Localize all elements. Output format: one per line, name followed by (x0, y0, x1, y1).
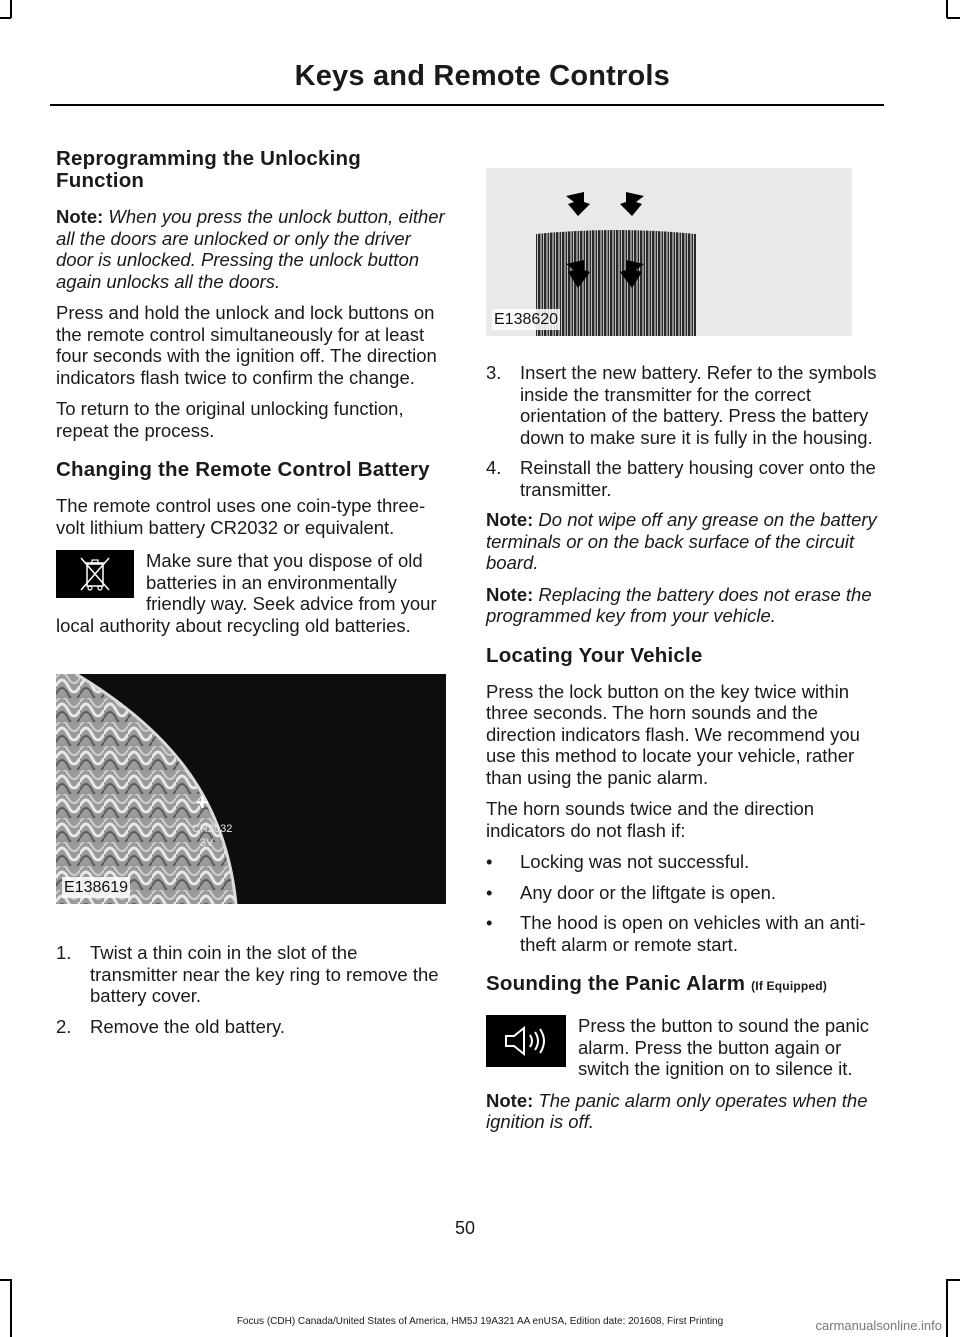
note-paragraph (486, 1090, 878, 1133)
body-paragraph: The horn sounds twice and the direction indicators do not flash if: (486, 798, 815, 841)
dispose-block (56, 550, 448, 636)
bullet: • (486, 912, 493, 933)
bullet-text: Locking was not successful. (520, 851, 750, 872)
body-paragraph: To return to the original unlocking function, repeat the process. (56, 398, 404, 441)
crop-mark (10, 0, 12, 18)
note-text: Replacing the battery does not erase the programmed key from your vehicle. (486, 583, 872, 626)
step-number: 4. (486, 457, 502, 478)
body-paragraph: Make sure that you dispose of old batteries in an environmentally friendly way. Seek advice from your local authority about recycling old batteries. (56, 550, 437, 636)
note-text: When you press the unlock button, either all the doors are unlocked or only the driver door is unlocked. Pressing the unlock button again unlocks all the doors. (56, 206, 445, 292)
body-paragraph: Press and hold the unlock and lock buttons on the remote control simultaneously for at least four seconds with the ignition off. The direction indicators flash twice to confirm the change. (56, 302, 437, 388)
note-paragraph (486, 509, 878, 574)
battery-model-label: CR2032 (192, 823, 233, 835)
section-heading-locating: Locating Your Vehicle (486, 643, 703, 667)
list-item (486, 457, 878, 500)
crop-mark (947, 17, 960, 19)
battery-voltage-label: 3V (200, 837, 214, 849)
step-number: 1. (56, 942, 72, 963)
body-paragraph: The remote control uses one coin-type three-volt lithium battery CR2032 or equivalent. (56, 495, 426, 538)
step-text: Insert the new battery. Refer to the symbols inside the transmitter for the correct orientation of the battery. Press the battery down to make sure it is fully in the housing. (520, 362, 877, 448)
steps-list (56, 942, 448, 1037)
body-paragraph: Press the lock button on the key twice within three seconds. The horn sounds and the direction indicators flash. We recommend you use this method to locate your vehicle, rather than using the panic alarm. (486, 680, 860, 788)
body-paragraph: Press the button to sound the panic alarm. Press the button again or switch the ignition on to silence it. (578, 1015, 870, 1079)
left-column (56, 130, 448, 1046)
crop-mark (946, 1279, 948, 1337)
step-number: 2. (56, 1015, 72, 1037)
panic-heading-text: Sounding the Panic Alarm (486, 972, 746, 995)
crop-mark (947, 1279, 960, 1281)
section-heading-battery: Changing the Remote Control Battery (56, 458, 430, 481)
step-text: Remove the old battery. (90, 1015, 286, 1037)
bullet: • (486, 881, 493, 903)
page-number: 50 (454, 1218, 476, 1238)
svg-text:+: + (196, 790, 209, 815)
header-divider (50, 104, 884, 106)
note-paragraph (486, 584, 878, 627)
figure-label: E138620 (492, 309, 560, 331)
horn-speaker-icon (486, 1015, 566, 1067)
step-number: 3. (486, 362, 502, 383)
bullet-text: Any door or the liftgate is open. (520, 881, 777, 903)
figure-label: E138619 (62, 877, 130, 899)
crop-mark (946, 0, 948, 18)
section-heading-panic (486, 973, 878, 997)
footer-edition-info: Focus (CDH) Canada/United States of America, HM5J 19A321 AA enUSA, Edition date: 201608, First Printing (236, 1316, 724, 1327)
note-label: Note: (486, 583, 534, 605)
right-column (486, 168, 878, 1143)
watermark: carmanualsonline.info (815, 1318, 942, 1333)
list-item (56, 942, 448, 1007)
crop-mark (10, 1279, 12, 1337)
note-text: Do not wipe off any grease on the battery terminals or on the back surface of the circuit board. (486, 509, 877, 573)
note-label: Note: (486, 509, 534, 530)
note-text: The panic alarm only operates when the ignition is off. (486, 1089, 868, 1132)
crop-mark (0, 17, 11, 19)
list-item (486, 912, 878, 955)
page-header-title: Keys and Remote Controls (294, 60, 670, 92)
list-item (56, 1016, 448, 1038)
bullet: • (486, 851, 493, 872)
battery-recycle-icon (56, 550, 134, 598)
step-text: Reinstall the battery housing cover onto the transmitter. (520, 457, 876, 500)
battery-insert-figure (486, 168, 852, 336)
note-paragraph (56, 206, 448, 292)
panic-block (486, 1015, 878, 1080)
battery-cover-figure (56, 674, 446, 904)
list-item (486, 851, 878, 873)
bullet-text: The hood is open on vehicles with an anti-theft alarm or remote start. (520, 912, 866, 955)
note-label: Note: (486, 1089, 534, 1111)
step-text: Twist a thin coin in the slot of the transmitter near the key ring to remove the battery cover. (90, 942, 439, 1006)
list-item (486, 882, 878, 904)
crop-mark (0, 1279, 11, 1281)
note-label: Note: (56, 206, 104, 227)
steps-list (486, 362, 878, 500)
section-heading-reprogramming: Reprogramming the Unlocking Function (56, 147, 361, 192)
conditions-list (486, 851, 878, 955)
panic-heading-qualifier: (If Equipped) (751, 979, 828, 993)
list-item (486, 362, 878, 448)
